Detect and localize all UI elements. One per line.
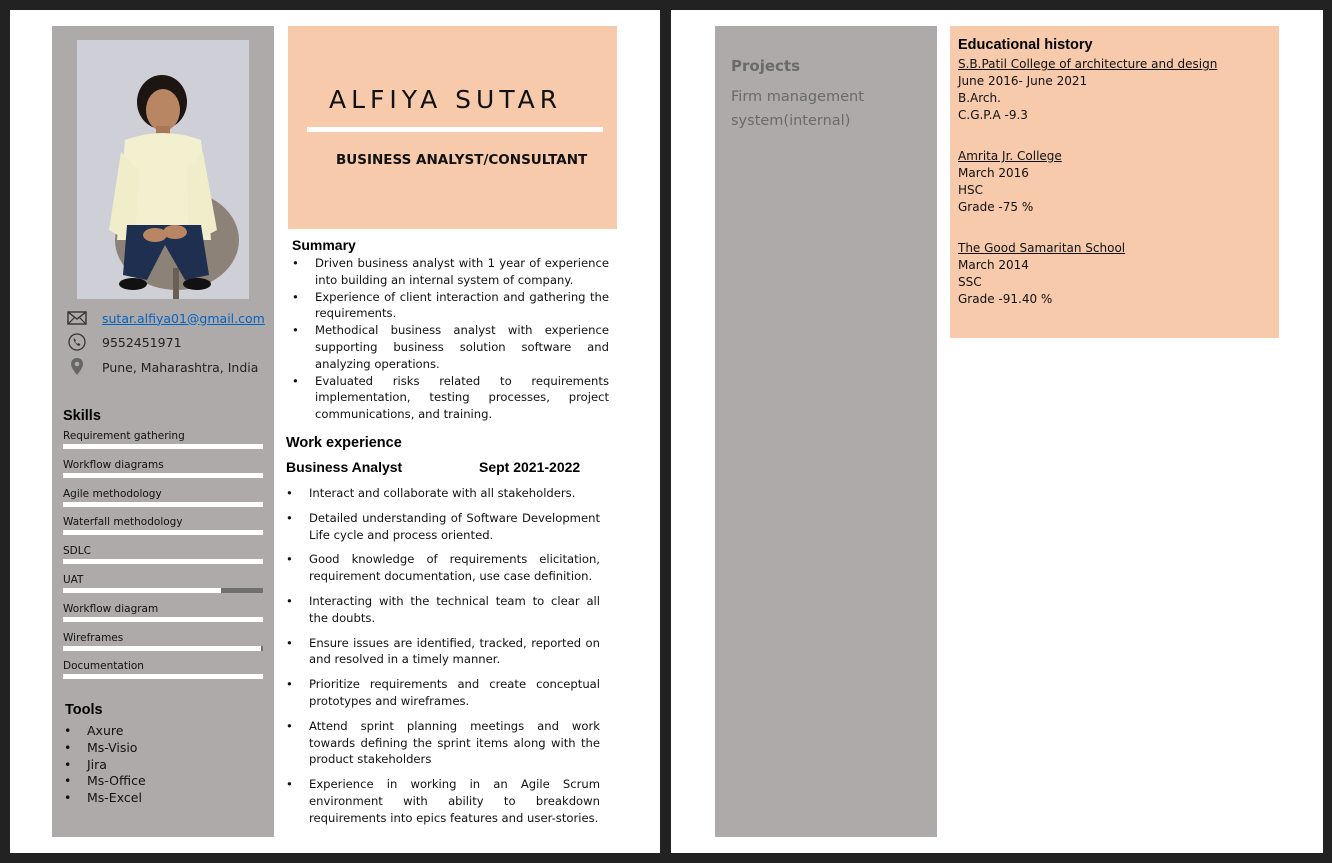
skill-level-fill [63,473,263,478]
education-heading: Educational history [958,37,1093,53]
work-point: • Interact and collaborate with all stakeholders. [286,485,600,502]
education-degree: SSC [958,275,982,289]
skill-level-bar [63,502,263,507]
tool-item: • Ms-Visio [64,740,254,757]
skill-level-fill [63,674,263,679]
skill-level-bar [63,674,263,679]
skill-label: Wireframes [63,631,124,644]
person-photo-illustration [77,40,249,299]
summary-point: • Evaluated risks related to requirements implementation, testing processes, project communications, and training. [292,373,609,423]
skill-level-fill [63,646,261,651]
skill-level-bar [63,588,263,593]
left-sidebar [52,26,274,837]
resume-page-1 [10,10,660,853]
education-entry [958,148,1062,216]
skill-item [63,544,263,564]
profile-photo [77,40,249,299]
summary-heading: Summary [292,237,356,253]
education-school: S.B.Patil College of architecture and design [958,57,1218,71]
tools-list [64,723,254,807]
education-school: Amrita Jr. College [958,149,1062,163]
header-divider [307,127,603,132]
header-banner [288,26,617,229]
skill-label: Agile methodology [63,487,162,500]
skill-label: Requirement gathering [63,430,185,442]
skill-item [63,487,263,507]
summary-list [292,255,609,423]
location-pin-icon [66,358,88,376]
skill-level-bar [63,617,263,622]
education-period: June 2016- June 2021 [958,74,1088,88]
summary-point: • Experience of client interaction and gathering the requirements. [292,289,609,323]
project-item: Firm management system(internal) [731,89,864,129]
phone-icon [66,333,88,351]
education-period: March 2016 [958,166,1029,180]
skill-label: SDLC [63,545,91,558]
skill-item [63,458,263,478]
skill-label: UAT [63,574,84,586]
skill-item [63,429,263,449]
job-period: Sept 2021-2022 [479,459,581,475]
skill-level-bar [63,473,263,478]
skill-level-fill [63,617,263,622]
tool-item: • Ms-Office [64,773,254,790]
work-point: • Attend sprint planning meetings and work towards defining the sprint items along with the product stakeholders [286,718,600,768]
education-grade: Grade -91.40 % [958,292,1053,306]
summary-point: • Methodical business analyst with experience supporting business solution software and analyzing operations. [292,322,609,372]
skill-item [63,573,263,593]
education-degree: B.Arch. [958,91,1001,105]
projects-sidebar [715,26,937,837]
skill-level-bar [63,646,263,651]
education-grade: C.G.P.A -9.3 [958,108,1028,122]
education-entry [958,240,1125,308]
contact-phone-row [66,333,182,351]
work-point: • Good knowledge of requirements elicitation, requirement documentation, use case definition. [286,551,600,585]
education-degree: HSC [958,183,984,197]
work-points-list [286,485,600,835]
summary-point: • Driven business analyst with 1 year of experience into building an internal system of company. [292,255,609,289]
education-panel [950,26,1279,338]
education-school: The Good Samaritan School [958,241,1126,255]
skill-level-bar [63,444,263,449]
work-point: • Prioritize requirements and create conceptual prototypes and wireframes. [286,676,600,710]
tool-item: • Jira [64,757,254,774]
skill-label: Documentation [63,660,144,673]
education-entry [958,56,1217,124]
candidate-name: ALFIYA SUTAR [329,85,563,114]
skill-item [63,659,263,679]
skill-level-bar [63,559,263,564]
skill-level-fill [63,530,263,535]
contact-location-row [66,358,258,376]
education-period: March 2014 [958,258,1029,272]
projects-heading: Projects [731,57,801,75]
skill-label: Workflow diagrams [63,458,164,471]
skill-item [63,631,263,651]
candidate-role: BUSINESS ANALYST/CONSULTANT [336,152,588,168]
skill-level-fill [63,444,263,449]
tool-item: • Ms-Excel [64,790,254,807]
skills-heading: Skills [63,408,101,424]
work-experience-heading: Work experience [286,435,402,451]
skill-level-fill [63,502,263,507]
phone-number: 9552451971 [102,334,182,350]
skill-item [63,515,263,535]
location-text: Pune, Maharashtra, India [102,359,259,375]
skill-level-bar [63,530,263,535]
work-point: • Interacting with the technical team to clear all the doubts. [286,593,600,627]
skill-level-fill [63,588,221,593]
work-point: • Detailed understanding of Software Development Life cycle and process oriented. [286,510,600,544]
contact-email-row [66,309,265,327]
tool-item: • Axure [64,723,254,740]
job-title: Business Analyst [286,459,403,475]
skill-level-fill [63,559,263,564]
email-link[interactable]: sutar.alfiya01@gmail.com [102,310,265,326]
work-point: • Ensure issues are identified, tracked, reported on and resolved in a timely manner. [286,635,600,669]
skill-label: Waterfall methodology [63,516,183,529]
skill-label: Workflow diagram [63,602,159,615]
envelope-icon [66,309,88,327]
resume-page-2 [671,10,1323,853]
tools-heading: Tools [65,702,103,718]
education-grade: Grade -75 % [958,200,1034,214]
skill-item [63,602,263,622]
work-point: • Experience in working in an Agile Scrum environment with ability to breakdown requirements into epics features and user-stories. [286,776,600,826]
